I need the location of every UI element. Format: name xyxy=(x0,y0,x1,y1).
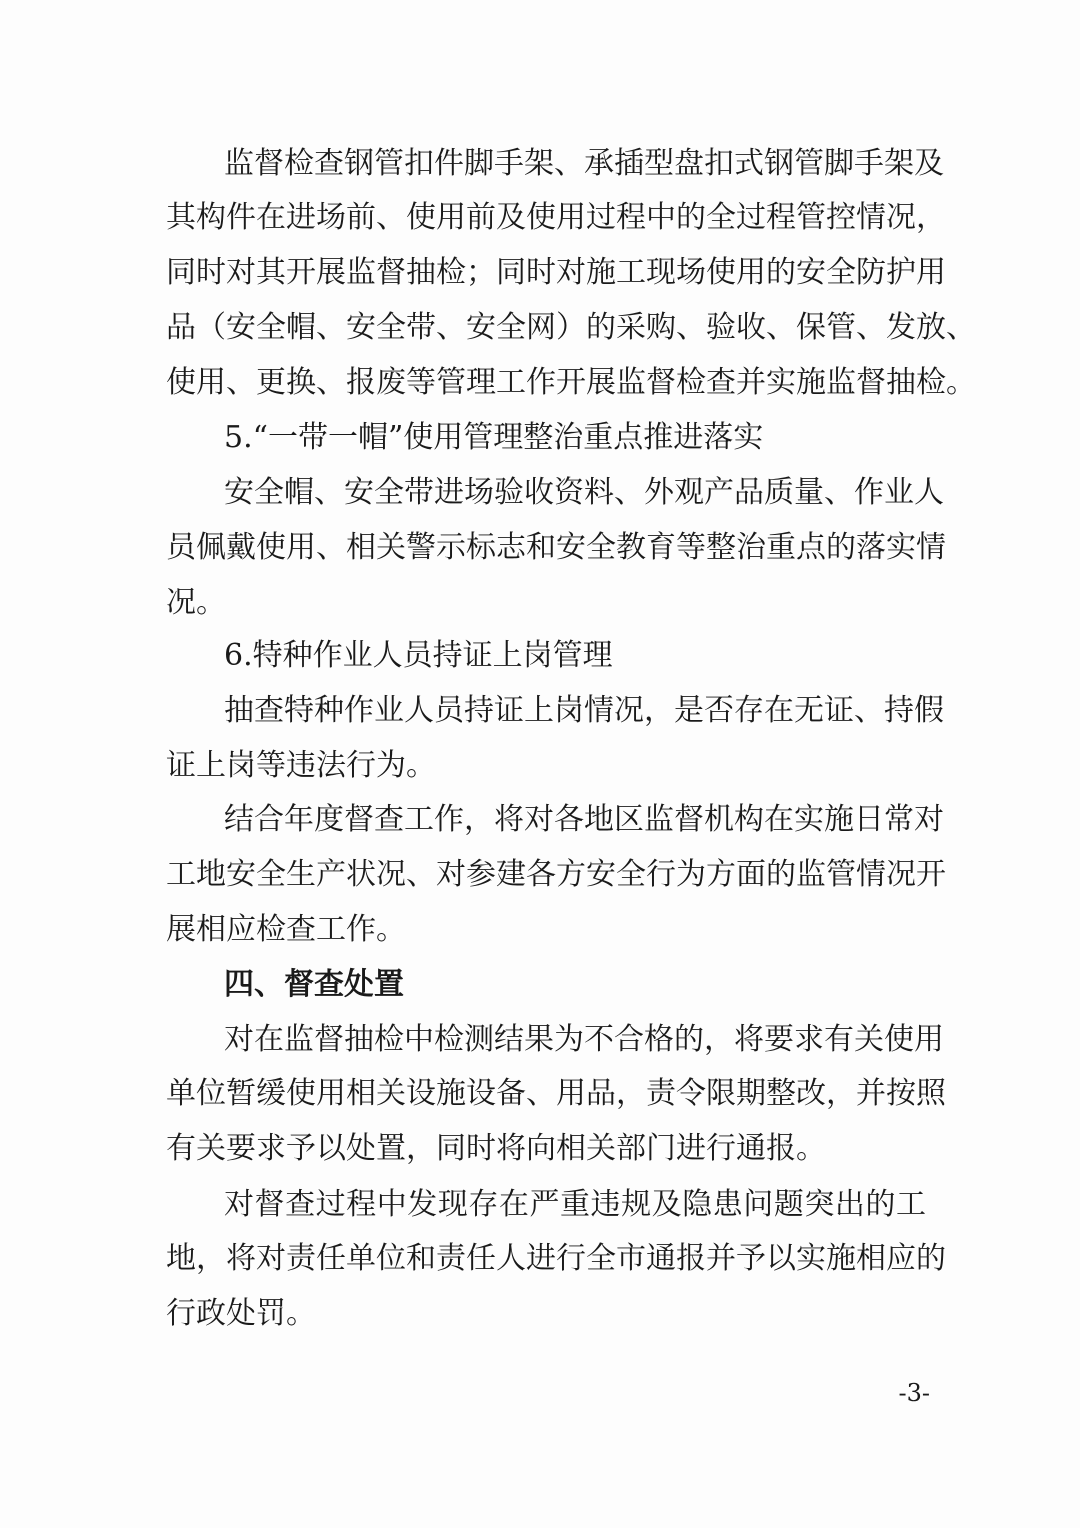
paragraph-line: 结合年度督查工作，将对各地区监督机构在实施日常对 xyxy=(224,802,944,837)
paragraph-line: 工地安全生产状况、对参建各方安全行为方面的监管情况开 xyxy=(166,857,946,892)
paragraph-line: 地，将对责任单位和责任人进行全市通报并予以实施相应的 xyxy=(166,1241,946,1276)
paragraph-line: 监督检查钢管扣件脚手架、承插型盘扣式钢管脚手架及 xyxy=(224,146,944,181)
paragraph-line: 员佩戴使用、相关警示标志和安全教育等整治重点的落实情 xyxy=(166,530,946,565)
paragraph-line: 有关要求予以处置，同时将向相关部门进行通报。 xyxy=(166,1131,826,1166)
paragraph-line: 同时对其开展监督抽检；同时对施工现场使用的安全防护用 xyxy=(166,255,946,290)
paragraph-line: 对在监督抽检中检测结果为不合格的，将要求有关使用 xyxy=(224,1022,944,1057)
section-subheading: 6.特种作业人员持证上岗管理 xyxy=(224,638,613,673)
paragraph-line: 行政处罚。 xyxy=(166,1296,316,1331)
paragraph-line: 单位暂缓使用相关设施设备、用品，责令限期整改，并按照 xyxy=(166,1076,946,1111)
paragraph-line: 安全帽、安全带进场验收资料、外观产品质量、作业人 xyxy=(224,475,944,510)
paragraph-line: 使用、更换、报废等管理工作开展监督检查并实施监督抽检。 xyxy=(166,365,976,400)
paragraph-line: 抽查特种作业人员持证上岗情况，是否存在无证、持假 xyxy=(224,693,944,728)
section-subheading: 5.“一带一帽”使用管理整治重点推进落实 xyxy=(224,420,764,455)
paragraph-line: 况。 xyxy=(166,585,226,620)
paragraph-line: 展相应检查工作。 xyxy=(166,912,406,947)
page-number: -3- xyxy=(898,1379,930,1407)
section-heading: 四、督查处置 xyxy=(224,967,404,1002)
paragraph-line: 品（安全帽、安全带、安全网）的采购、验收、保管、发放、 xyxy=(166,310,976,345)
paragraph-line: 对督查过程中发现存在严重违规及隐患问题突出的工 xyxy=(224,1187,926,1222)
paragraph-line: 其构件在进场前、使用前及使用过程中的全过程管控情况， xyxy=(166,200,946,235)
paragraph-line: 证上岗等违法行为。 xyxy=(166,748,436,783)
